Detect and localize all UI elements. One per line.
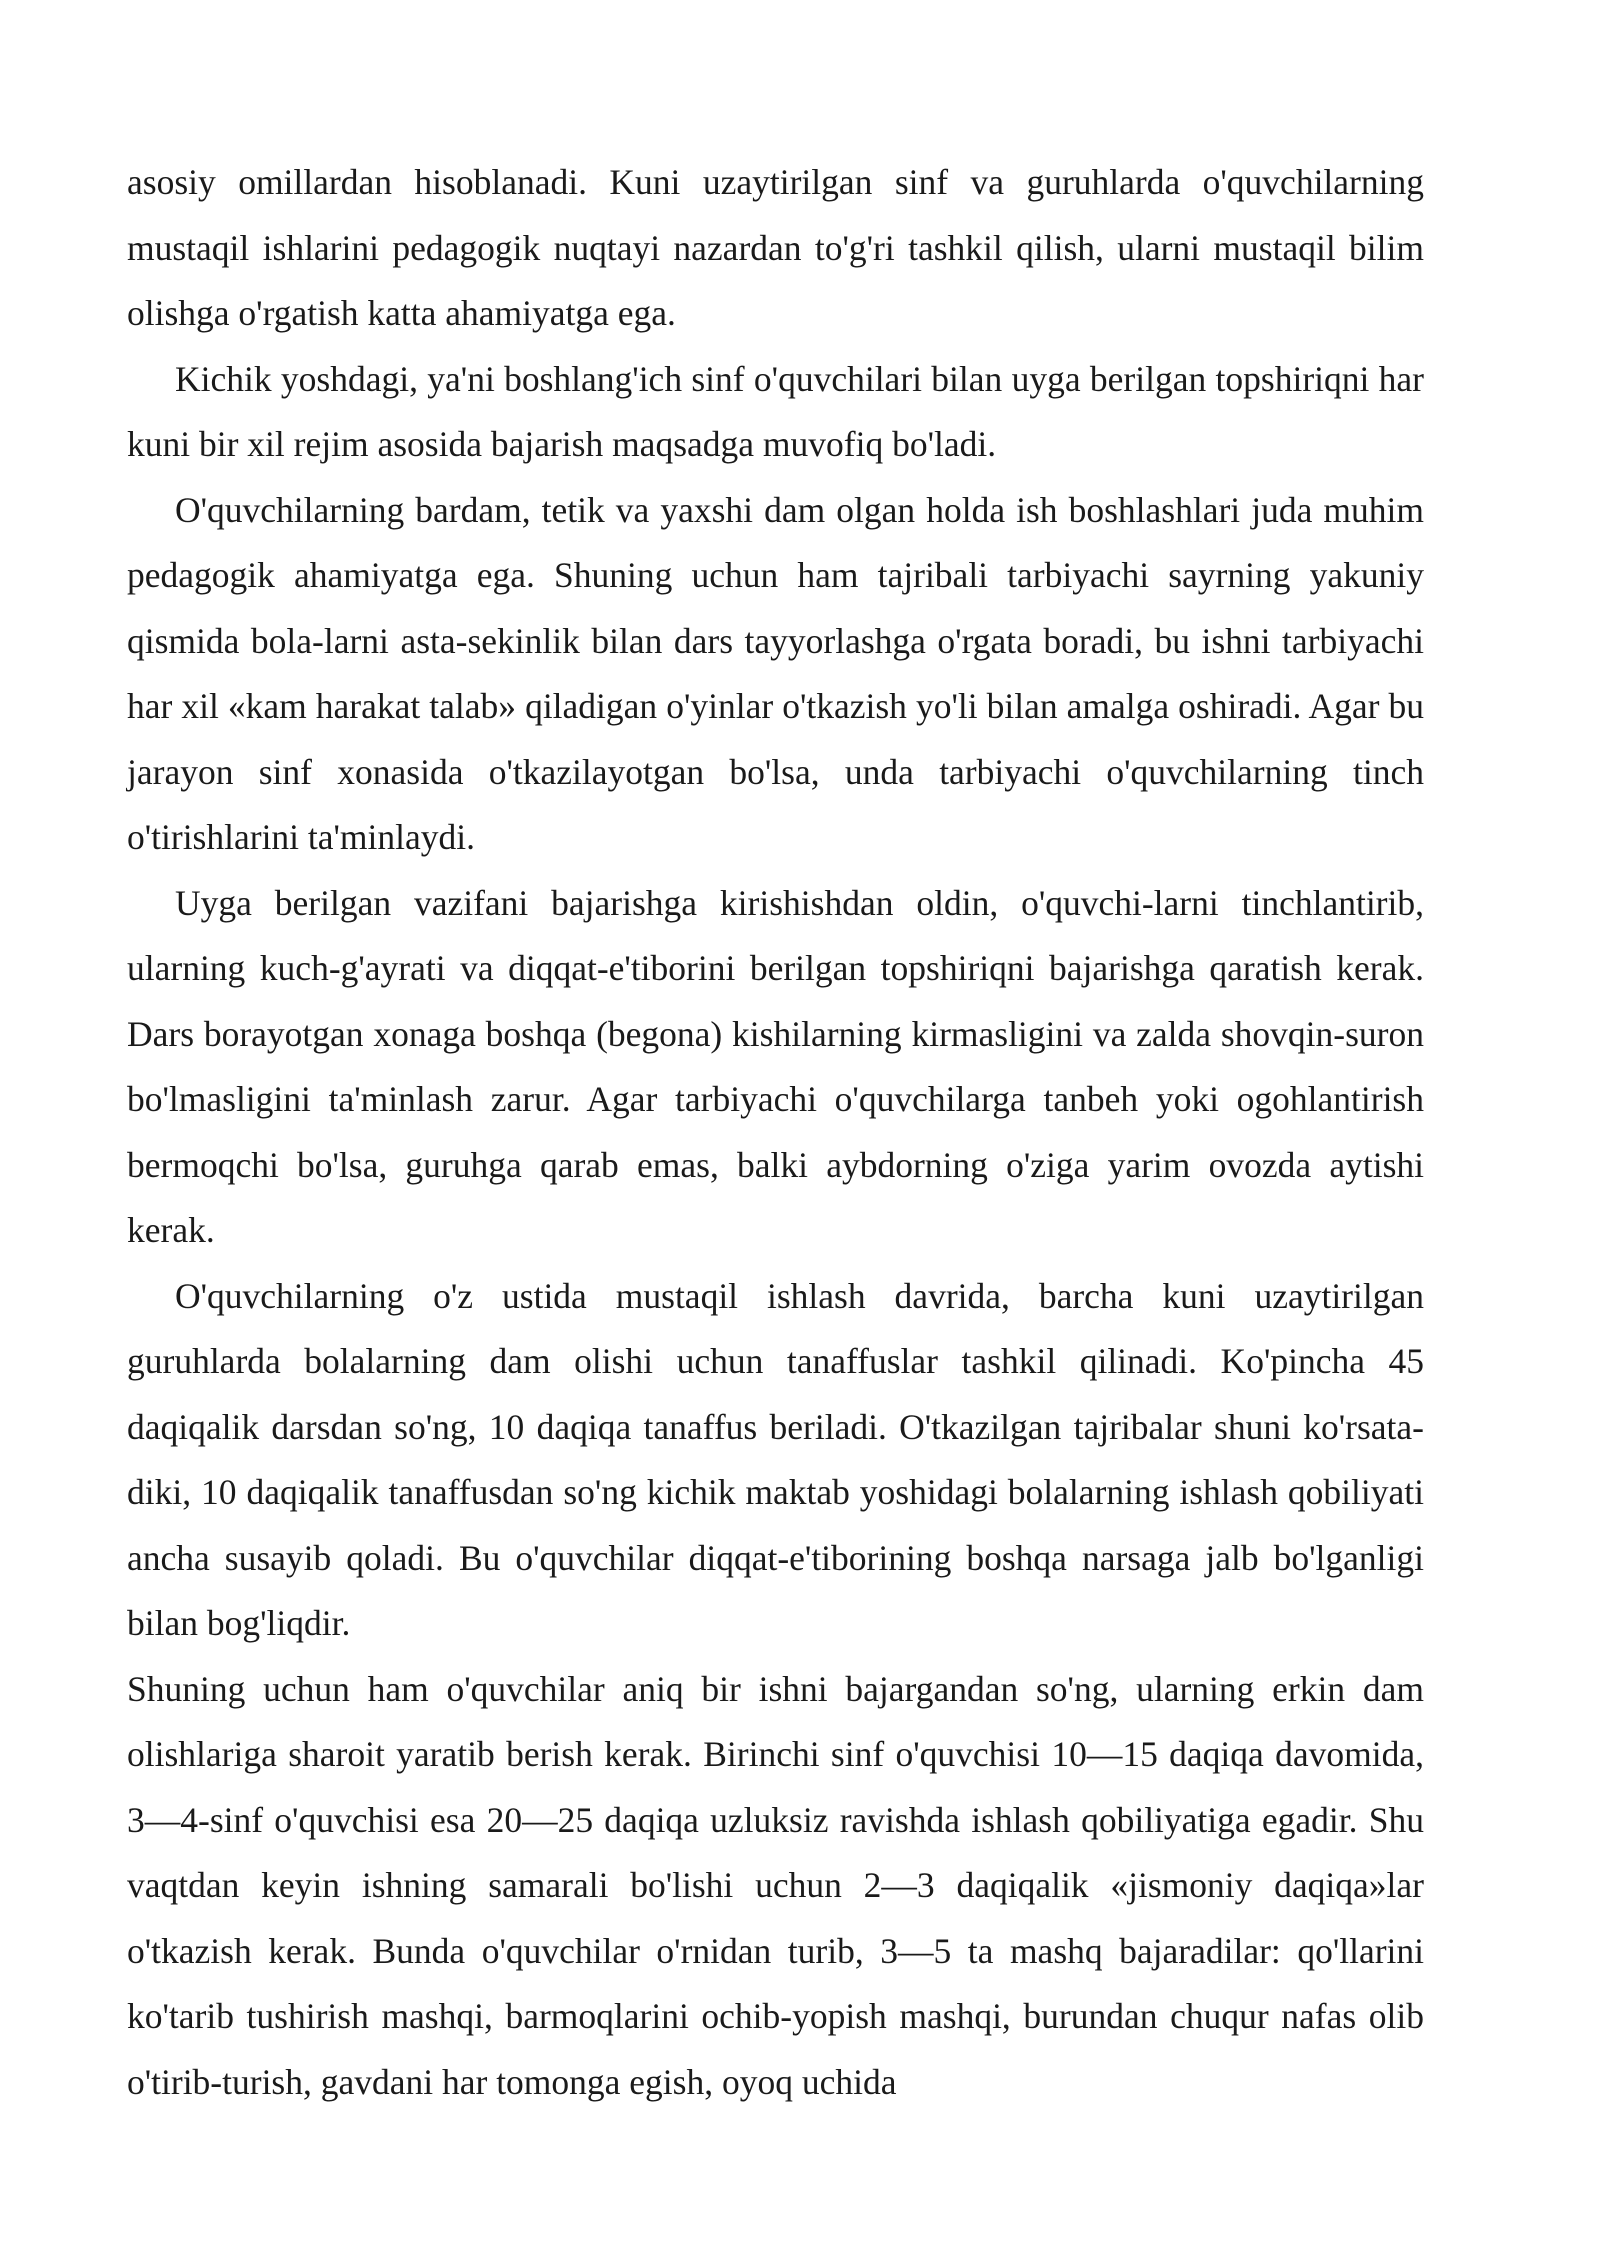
paragraph-3: O'quvchilarning bardam, tetik va yaxshi dam olgan holda ish boshlashlari juda muhim pedagogik ahamiyatga ega. Shuning uchun ham tajribali tarbiyachi sayrning yakuniy qismida bola-larni asta-sekinlik bilan dars tayyorlashga o'rgata boradi, bu ishni tarbiyachi har xil «kam harakat talab» qiladigan o'yinlar o'tkazish yo'li bilan amalga oshiradi. Agar bu jarayon sinf xonasida o'tkazilayotgan bo'lsa, unda tarbiyachi o'quvchilarning tinch o'tirishlarini ta'minlaydi. — [127, 489, 1424, 857]
paragraph-5: O'quvchilarning o'z ustida mustaqil ishlash davrida, barcha kuni uzaytirilgan guruhlarda bolalarning dam olishi uchun tanaffuslar tashkil qilinadi. Ko'pincha 45 daqiqalik darsdan so'ng, 10 daqiqa tanaffus beriladi. O'tkazilgan tajribalar shuni ko'rsata-diki, 10 daqiqalik tanaffusdan so'ng kichik maktab yoshidagi bolalarning ishlash qobiliyati ancha susayib qoladi. Bu o'quvchilar diqqat-e'tiborining boshqa narsaga jalb bo'lganligi bilan bog'liqdir. — [127, 1275, 1424, 1643]
paragraph-1: asosiy omillardan hisoblanadi. Kuni uzaytirilgan sinf va guruhlarda o'quvchilarning mustaqil ishlarini pedagogik nuqtayi nazardan to'g'ri tashkil qilish, ularni mustaqil bilim olishga o'rgatish katta ahamiyatga ega. — [127, 162, 1424, 333]
paragraph-2: Kichik yoshdagi, ya'ni boshlang'ich sinf o'quvchilari bilan uyga berilgan topshiriqni har kuni bir xil rejim asosida bajarish maqsadga muvofiq bo'ladi. — [127, 358, 1424, 464]
paragraph-6: Shuning uchun ham o'quvchilar aniq bir ishni bajargandan so'ng, ularning erkin dam olishlariga sharoit yaratib berish kerak. Birinchi sinf o'quvchisi 10—15 daqiqa davomida, 3—4-sinf o'quvchisi esa 20—25 daqiqa uzluksiz ravishda ishlash qobiliyatiga egadir. Shu vaqtdan keyin ishning samarali bo'lishi uchun 2—3 daqiqalik «jismoniy daqiqa»lar o'tkazish kerak. Bunda o'quvchilar o'rnidan turib, 3—5 ta mashq bajaradilar: qo'llarini ko'tarib tushirish mashqi, barmoqlarini ochib-yopish mashqi, burundan chuqur nafas olib o'tirib-turish, gavdani har tomonga egish, oyoq uchida — [127, 1668, 1424, 2102]
paragraph-4: Uyga berilgan vazifani bajarishga kirishishdan oldin, o'quvchi-larni tinchlantirib, ularning kuch-g'ayrati va diqqat-e'tiborini berilgan topshiriqni bajarishga qaratish kerak. Dars borayotgan xonaga boshqa (begona) kishilarning kirmasligini va zalda shovqin-suron bo'lmasligini ta'minlash zarur. Agar tarbiyachi o'quvchilarga tanbeh yoki ogohlantirish bermoqchi bo'lsa, guruhga qarab emas, balki aybdorning o'ziga yarim ovozda aytishi kerak. — [127, 882, 1424, 1250]
